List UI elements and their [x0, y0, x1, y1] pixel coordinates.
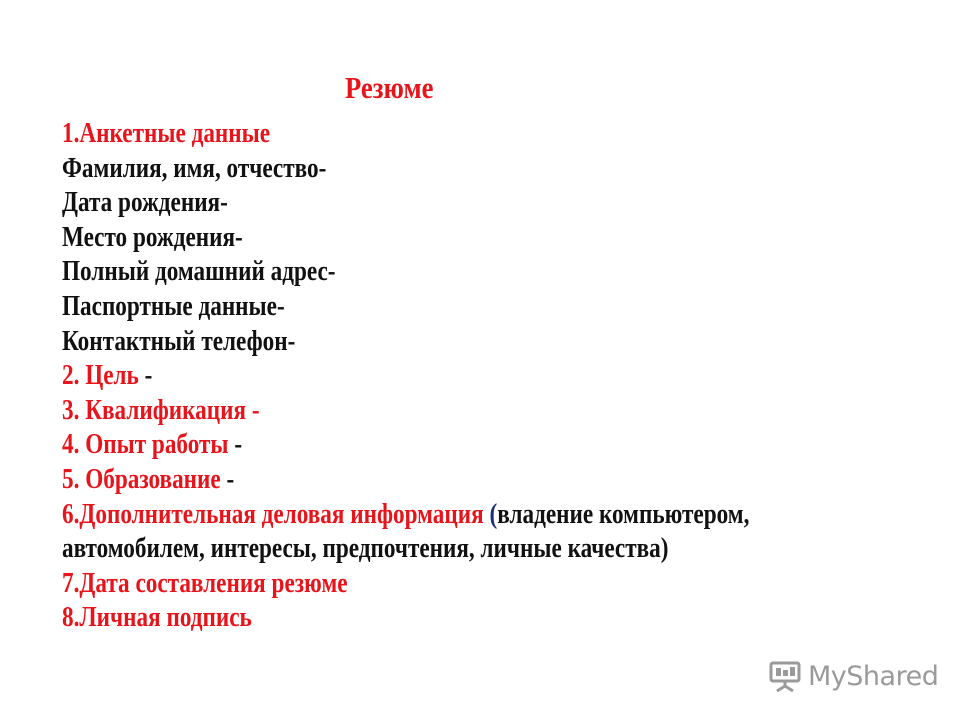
outline-text-segment: владение компьютером,: [497, 497, 750, 530]
outline-text-segment: 6.Дополнительная деловая информация: [62, 497, 490, 530]
outline-line: [62, 289, 862, 324]
outline-line: [62, 393, 862, 428]
outline-text-segment: Место рождения-: [62, 220, 243, 253]
outline-line: [62, 462, 862, 497]
outline-text-segment: Полный домашний адрес-: [62, 255, 336, 288]
outline-line: [62, 220, 862, 255]
outline-text-segment: Контактный телефон-: [62, 324, 296, 357]
outline-text-segment: (: [489, 497, 498, 530]
watermark-text: MyShared: [808, 660, 939, 692]
outline-text-segment: -: [138, 359, 153, 392]
outline-line: [62, 254, 862, 289]
outline-line: [62, 531, 862, 566]
outline-line: [62, 151, 862, 186]
outline-text-segment: Дата рождения-: [62, 186, 228, 219]
outline-text-segment: 3. Квалификация -: [62, 393, 260, 426]
outline-text-segment: Паспортные данные-: [62, 289, 285, 322]
outline-line: [62, 116, 862, 151]
outline-line: [62, 600, 862, 635]
outline-text-segment: 7.Дата составления резюме: [62, 566, 348, 599]
outline-text-segment: 5. Образование: [62, 462, 221, 495]
outline-text-segment: 1.Анкетные данные: [62, 117, 271, 149]
outline-line: [62, 358, 862, 393]
outline-line: [62, 324, 862, 359]
resume-outline: [62, 116, 862, 635]
outline-text-segment: -: [228, 428, 243, 461]
outline-text-segment: -: [220, 462, 235, 495]
outline-line: [62, 566, 862, 601]
outline-line: [62, 427, 862, 462]
presentation-board-icon: [768, 659, 802, 693]
watermark-logo: [768, 656, 938, 696]
outline-text-segment: Фамилия, имя, отчество-: [62, 151, 327, 184]
slide-title: Резюме: [345, 70, 434, 105]
outline-text-segment: 2. Цель: [62, 359, 139, 392]
outline-line: [62, 185, 862, 220]
outline-text-segment: 4. Опыт работы: [62, 428, 229, 461]
outline-line: [62, 497, 862, 532]
outline-text-segment: 8.Личная подпись: [62, 601, 252, 634]
outline-text-segment: автомобилем, интересы, предпочтения, личные качества): [62, 532, 669, 565]
